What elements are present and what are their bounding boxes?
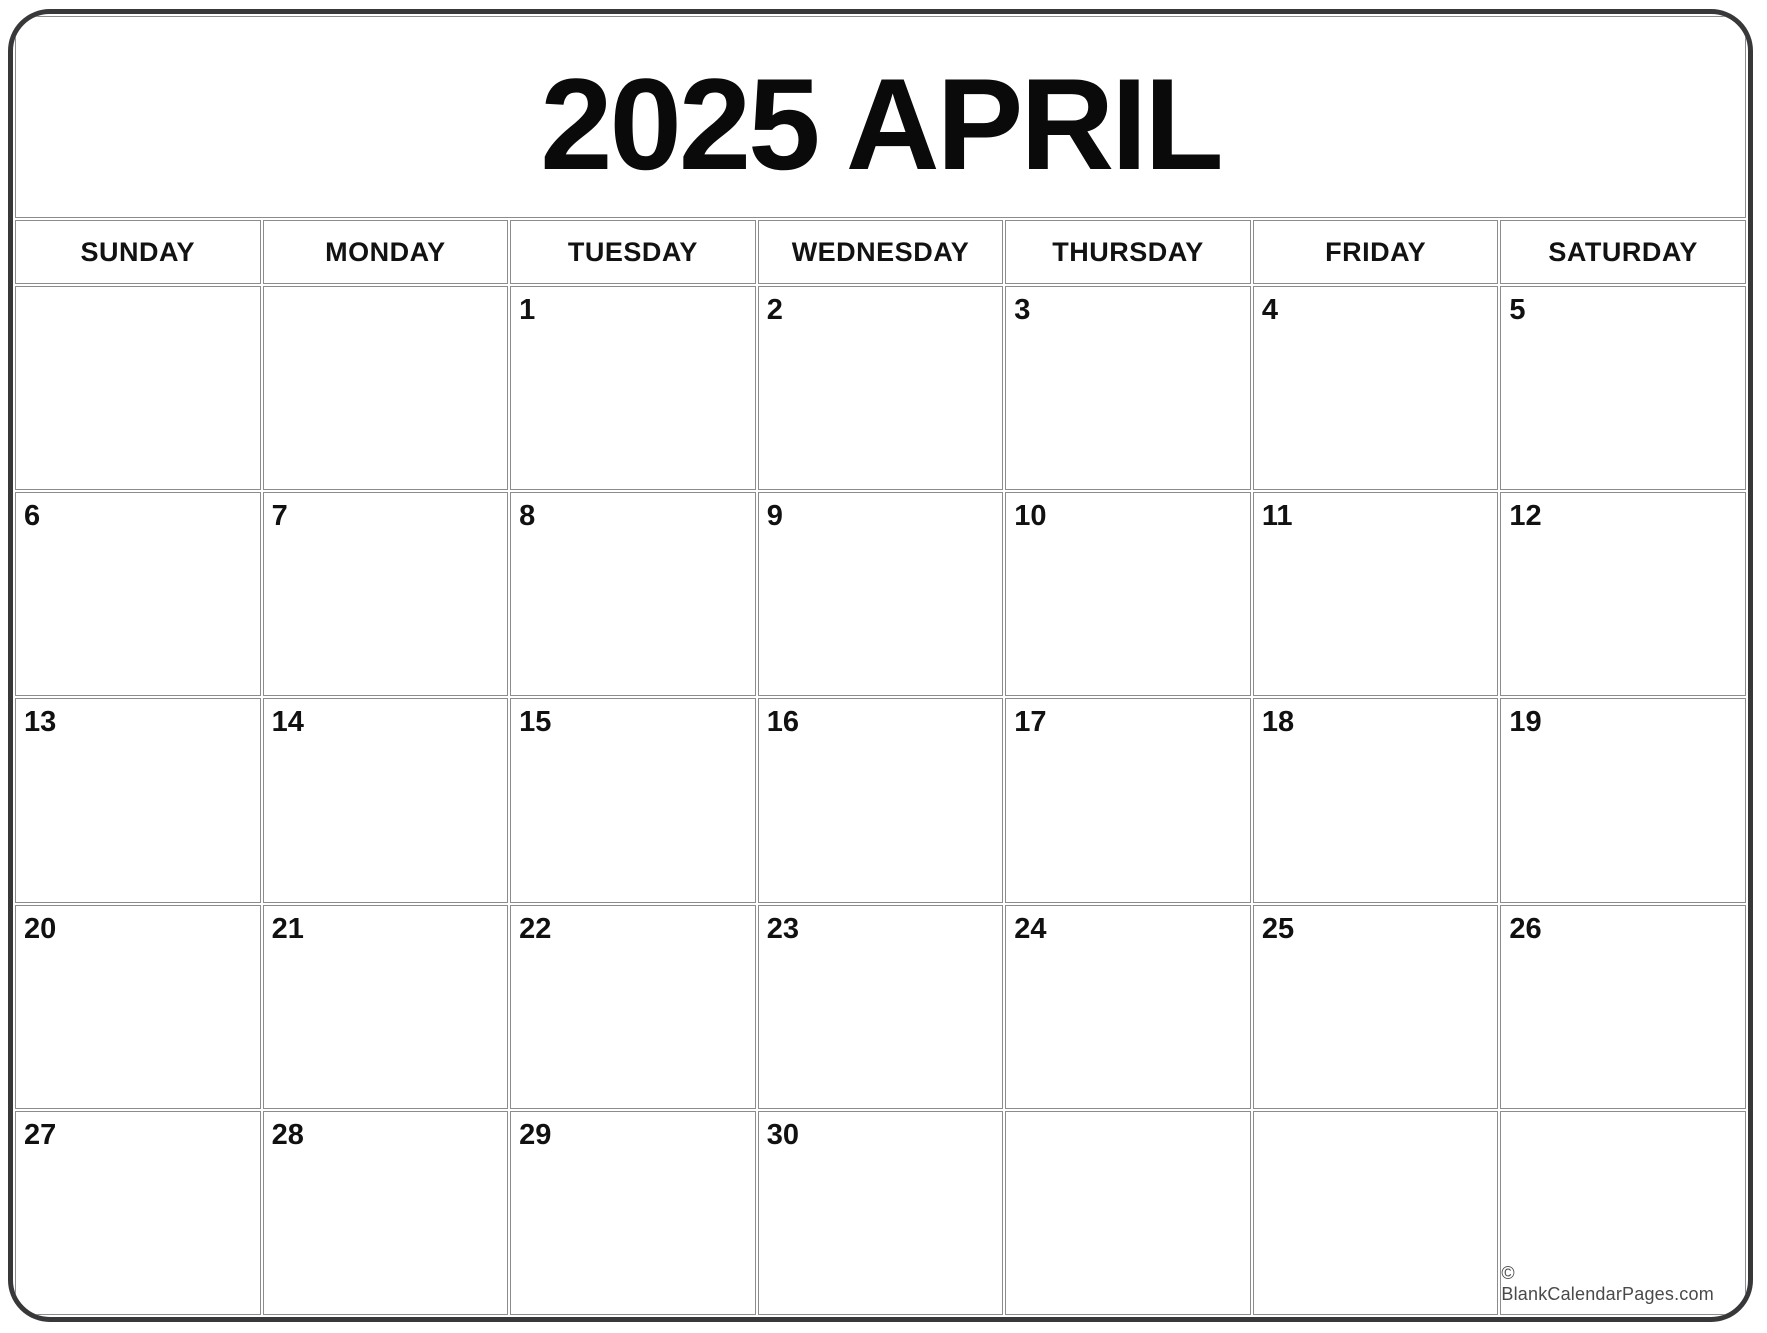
date-number: 20 <box>24 912 57 945</box>
date-cell-25 <box>1253 905 1499 1109</box>
date-cell-16 <box>758 698 1004 902</box>
date-number: 4 <box>1261 294 1278 326</box>
date-number: 19 <box>1509 706 1542 739</box>
calendar-title: 2025 APRIL <box>540 51 1221 197</box>
date-number: 29 <box>519 1118 552 1151</box>
date-cell-8 <box>510 492 756 696</box>
date-number-empty <box>16 287 260 296</box>
date-cell-empty <box>1500 1111 1746 1315</box>
date-number: 5 <box>1509 294 1526 326</box>
date-number: 28 <box>271 1118 304 1151</box>
date-number: 25 <box>1261 912 1295 945</box>
date-number-empty <box>1254 1112 1498 1121</box>
date-number: 26 <box>1509 912 1542 945</box>
date-cell-19 <box>1500 698 1746 902</box>
date-cell-empty <box>1005 1111 1251 1315</box>
date-cell-26 <box>1500 905 1746 1109</box>
date-cell-29 <box>510 1111 756 1315</box>
date-number: 7 <box>271 500 288 533</box>
date-number: 22 <box>519 912 552 945</box>
date-cell-18 <box>1253 698 1499 902</box>
weekday-header-monday: MONDAY <box>263 220 509 284</box>
date-number-empty <box>1501 1112 1745 1121</box>
date-number: 2 <box>766 294 783 326</box>
weekday-header-row <box>15 220 1746 284</box>
date-number: 24 <box>1014 912 1047 945</box>
date-cell-30 <box>758 1111 1004 1315</box>
date-number-empty <box>264 287 508 296</box>
date-cell-24 <box>1005 905 1251 1109</box>
date-cell-13 <box>15 698 261 902</box>
date-cell-7 <box>263 492 509 696</box>
week-row-2 <box>15 492 1746 696</box>
date-cell-17 <box>1005 698 1251 902</box>
date-cell-empty <box>263 286 509 490</box>
weekday-header-tuesday: TUESDAY <box>510 220 756 284</box>
date-number-empty <box>1006 1112 1250 1121</box>
date-cell-12 <box>1500 492 1746 696</box>
date-cell-5 <box>1500 286 1746 490</box>
week-row-4 <box>15 905 1746 1109</box>
date-cell-2 <box>758 286 1004 490</box>
date-cell-22 <box>510 905 756 1109</box>
date-number: 23 <box>766 912 799 945</box>
date-cell-14 <box>263 698 509 902</box>
weekday-header-saturday: SATURDAY <box>1500 220 1746 284</box>
calendar-page-frame <box>8 9 1753 1322</box>
date-number: 1 <box>519 294 536 326</box>
date-cell-3 <box>1005 286 1251 490</box>
date-cell-23 <box>758 905 1004 1109</box>
date-number: 10 <box>1014 500 1047 533</box>
date-cell-empty <box>1253 1111 1499 1315</box>
date-cell-27 <box>15 1111 261 1315</box>
date-cell-20 <box>15 905 261 1109</box>
weekday-header-friday: FRIDAY <box>1253 220 1499 284</box>
date-number: 16 <box>766 706 799 739</box>
date-cell-11 <box>1253 492 1499 696</box>
copyright-text: © BlankCalendarPages.com <box>1501 1263 1714 1304</box>
date-number: 6 <box>24 500 41 533</box>
weekday-header-thursday: THURSDAY <box>1005 220 1251 284</box>
date-cell-28 <box>263 1111 509 1315</box>
date-number: 18 <box>1261 706 1295 739</box>
date-cell-9 <box>758 492 1004 696</box>
date-cell-1 <box>510 286 756 490</box>
date-number: 8 <box>519 500 536 533</box>
date-cell-empty <box>15 286 261 490</box>
calendar-title-cell <box>15 16 1746 218</box>
date-number: 27 <box>24 1118 57 1151</box>
title-row <box>15 16 1746 218</box>
week-row-3 <box>15 698 1746 902</box>
calendar-table <box>13 14 1748 1317</box>
weekday-header-wednesday: WEDNESDAY <box>758 220 1004 284</box>
week-row-5 <box>15 1111 1746 1315</box>
date-number: 12 <box>1509 500 1542 533</box>
date-number: 30 <box>766 1118 799 1151</box>
date-number: 11 <box>1261 500 1293 533</box>
date-cell-15 <box>510 698 756 902</box>
calendar-grid-body <box>15 286 1746 1315</box>
date-cell-4 <box>1253 286 1499 490</box>
date-number: 3 <box>1014 294 1031 326</box>
date-number: 17 <box>1014 706 1047 739</box>
date-cell-10 <box>1005 492 1251 696</box>
date-number: 13 <box>24 706 57 739</box>
weekday-header-sunday: SUNDAY <box>15 220 261 284</box>
date-cell-6 <box>15 492 261 696</box>
date-cell-21 <box>263 905 509 1109</box>
date-number: 21 <box>271 912 304 945</box>
date-number: 9 <box>766 500 783 533</box>
date-number: 15 <box>519 706 552 739</box>
week-row-1 <box>15 286 1746 490</box>
date-number: 14 <box>271 706 304 739</box>
